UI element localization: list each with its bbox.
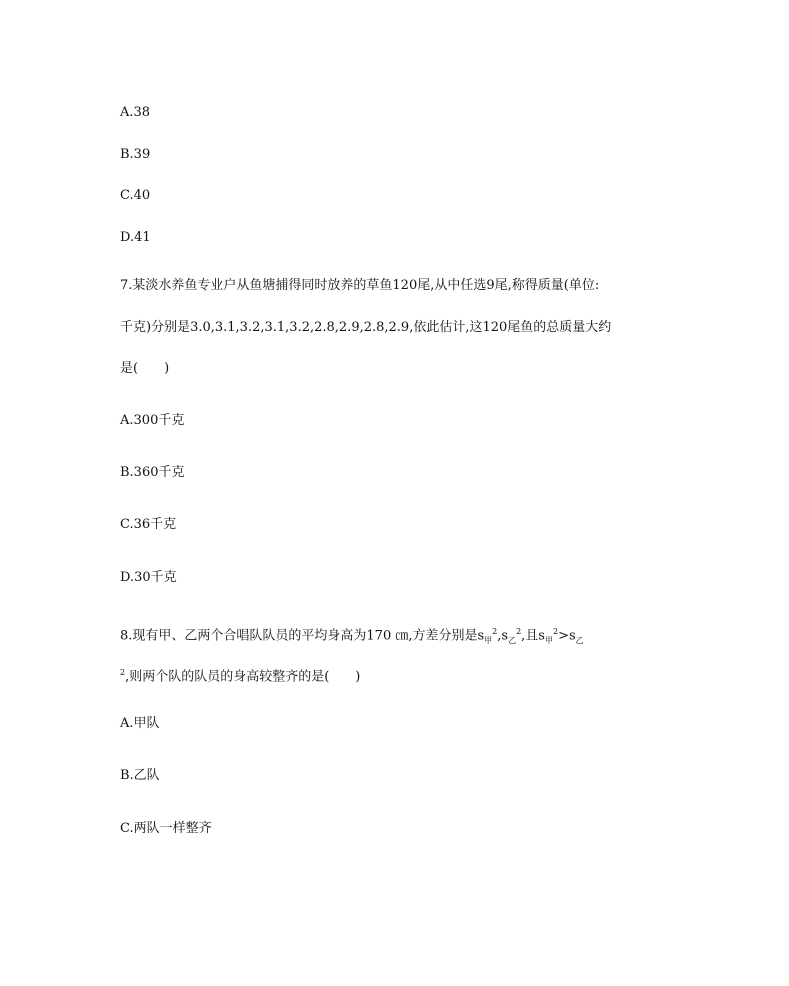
q8-gt-s: >s [558, 628, 576, 644]
option-7d: D.30千克 [120, 570, 177, 585]
question-7-line-2: 千克)分别是3.0,3.1,3.2,3.1,3.2,2.8,2.9,2.8,2.9,依此估计,这120尾鱼的总质量大约 [120, 320, 612, 335]
q8-sub-yi-1: 乙 [508, 635, 517, 645]
q8-comma-s: ,s [497, 628, 509, 644]
q8-sup-4: 2 [120, 668, 126, 677]
q8-line2-text: ,则两个队的队员的身高较整齐的是( ) [125, 669, 361, 685]
question-8-line-1 [120, 623, 584, 650]
q8-mid-text: ,且s [521, 628, 545, 644]
q8-text-a: 8.现有甲、乙两个合唱队队员的平均身高为170 ㎝,方差分别是s [120, 628, 485, 644]
q8-sub-jia-1: 甲 [484, 635, 493, 645]
question-8-line-2 [120, 664, 360, 686]
option-6a: A.38 [120, 105, 151, 120]
option-7c: C.36千克 [120, 517, 177, 532]
option-6b: B.39 [120, 147, 151, 162]
q8-sub-jia-2: 甲 [544, 635, 553, 645]
option-6d: D.41 [120, 230, 151, 245]
option-7a: A.300千克 [120, 413, 185, 428]
option-8c: C.两队一样整齐 [120, 821, 212, 836]
option-7b: B.360千克 [120, 465, 185, 480]
q8-sub-yi-2: 乙 [575, 635, 584, 645]
question-7-line-3: 是( ) [120, 361, 170, 376]
q8-sup-1: 2 [492, 627, 498, 636]
option-8a: A.甲队 [120, 716, 160, 731]
q8-sup-2: 2 [516, 627, 522, 636]
option-6c: C.40 [120, 188, 151, 203]
option-8b: B.乙队 [120, 768, 160, 783]
q8-sup-3: 2 [552, 627, 559, 636]
question-7-line-1: 7.某淡水养鱼专业户从鱼塘捕得同时放养的草鱼120尾,从中任选9尾,称得质量(单位: [120, 278, 600, 293]
